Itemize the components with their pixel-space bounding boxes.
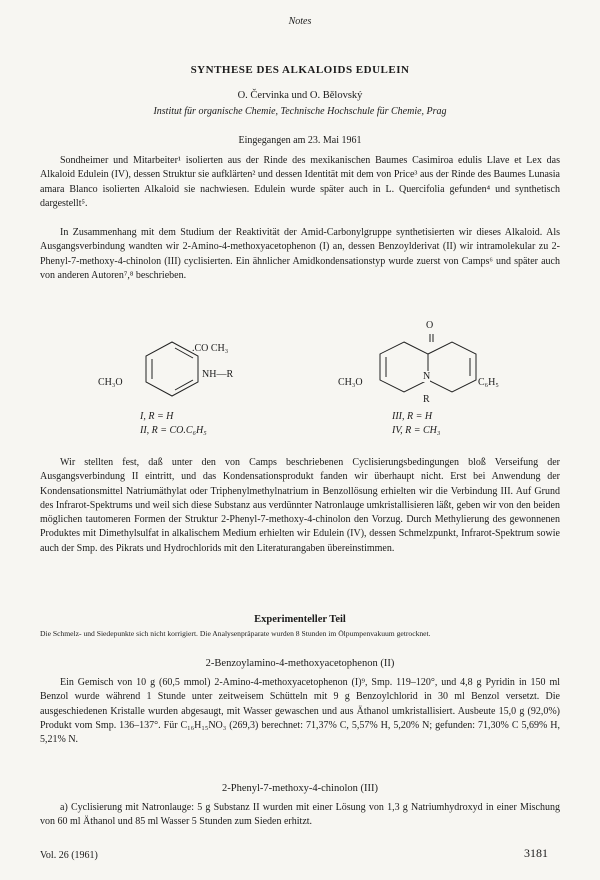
received-date: Eingegangen am 23. Mai 1961 bbox=[238, 135, 362, 146]
acetyl-group: .CO CH₃ bbox=[192, 343, 229, 354]
methoxy-group-left: CH₃O bbox=[98, 377, 123, 388]
compound-label-III: III, R = H bbox=[392, 411, 433, 422]
compound-label-IV: IV, R = CH₃ bbox=[392, 425, 441, 436]
quinolone-ring-system bbox=[376, 332, 488, 396]
methoxy-group-right: CH₃O bbox=[338, 377, 363, 388]
compound-label-I: I, R = H bbox=[140, 411, 174, 422]
journal-page bbox=[40, 0, 560, 880]
experimental-note: Die Schmelz- und Siedepunkte sich nicht korrigiert. Die Analysenpräparate wurden 8 Stunden im Ölpumpenvakuum getrocknet. bbox=[40, 629, 431, 638]
intro-paragraph-1: Sondheimer und Mitarbeiter¹ isolierten aus der Rinde des mexikanischen Baumes Casimiroa edulis Llave et Lex das Alkaloid Edulein (IV), dessen Struktur sie aufklärten² und dessen Identität mit dem von Price³ aus der Rinde des Baumes Lunasia amara Blanco isolierten Alkaloid sie nachwiesen. Edulein wurde später auch in L. Quercifolia gefunden⁴ und synthetisch dargestellt⁵. bbox=[40, 155, 560, 209]
ring-nitrogen: N bbox=[423, 371, 431, 382]
compound-label-II: II, R = CO.C₆H₅ bbox=[140, 425, 207, 436]
compound-III-paragraph: a) Cyclisierung mit Natronlauge: 5 g Substanz II wurden mit einer Lösung von 1,3 g Natriumhydroxyd in einer Mischung von 60 ml Äthanol und 85 ml Wasser 5 Stunden zum Sieden erhitzt. bbox=[40, 802, 560, 828]
amino-group: NH—R bbox=[202, 369, 234, 380]
experimental-heading: Experimenteller Teil bbox=[254, 614, 346, 625]
compound-II-paragraph: Ein Gemisch von 10 g (60,5 mmol) 2-Amino-4-methoxyacetophenon (I)⁹, Smp. 119–120°, und 4,8 g Pyridin in 150 ml Benzol wurde während 1 Stunde unter zeitweisem Schütteln mit 9 g Benzoylchlorid in 30 ml Benzol versetzt. Die ausgeschiedenen Kristalle wurden abgesaugt, mit Wasser gewaschen und aus Äthanol umkristallisiert. Ausbeute 15,0 g (92,0%) Produkt vom Smp. 136–137°. Für C₁₆H₁₅NO₃ (269,3) berechnet: 71,37% C, 5,57% H, 5,20% N; gefunden: 71,30% C 5,69% H, 5,21% N. bbox=[40, 677, 560, 746]
authors: O. Červinka und O. Bělovský bbox=[237, 90, 363, 101]
discussion-paragraph: Wir stellten fest, daß unter den von Camps beschriebenen Cyclisierungsbedingungen bloß Verseifung der Ausgangsverbindung II eintritt, und das Kondensationsprodukt fanden wir überhaupt nicht. Erst bei Anwendung der Kondensationsmittel Natriumäthylat oder Triphenylmethylnatrium in Benzollösung erhielten wir die Verbindung III. Auf Grund des Infrarot-Spektrums und weil sich diese Substanz aus verdünnter Natronlauge umkristallisieren läßt, geben wir von den beiden möglichen tautomeren Formen der Struktur 2-Phenyl-7-methoxy-4-chinolon den Vorzug. Durch Methylierung des gewonnenen Produktes mit Dimethylsulfat in alkalischem Medium erhielten wir Edulein (IV), dessen Schmelzpunkt, Infrarot-Spektrum sowie auch der Smp. des Pikrats und Hydrochlorids mit den Literaturangaben übereinstimmen. bbox=[40, 457, 560, 554]
phenyl-group: C₆H₅ bbox=[478, 377, 499, 388]
compound-II-heading: 2-Benzoylamino-4-methoxyacetophenon (II) bbox=[205, 658, 395, 669]
volume-info: Vol. 26 (1961) bbox=[40, 850, 98, 861]
carbonyl-oxygen: O bbox=[426, 320, 434, 331]
running-head: Notes bbox=[288, 16, 312, 27]
article-title: SYNTHESE DES ALKALOIDS EDULEIN bbox=[190, 64, 410, 76]
intro-paragraph-2: In Zusammenhang mit dem Studium der Reaktivität der Amid-Carbonylgruppe synthetisierten wir dieses Alkaloid. Als Ausgangsverbindung wandten wir 2-Amino-4-methoxyacetophenon (I) an, dessen Benzoylderivat (II) wir intramolekular zu 2-Phenyl-7-methoxy-4-chinolon (III) cyclisierten. Ein ähnlicher Amidkondensationstyp wurde zuerst von Camps⁶ und später auch von anderen Autoren⁷,⁸ beschrieben. bbox=[40, 227, 560, 281]
affiliation: Institut für organische Chemie, Technische Hochschule für Chemie, Prag bbox=[153, 106, 447, 117]
page-number: 3181 bbox=[524, 846, 548, 860]
compound-III-heading: 2-Phenyl-7-methoxy-4-chinolon (III) bbox=[222, 783, 378, 794]
nitrogen-substituent: R bbox=[423, 394, 430, 405]
